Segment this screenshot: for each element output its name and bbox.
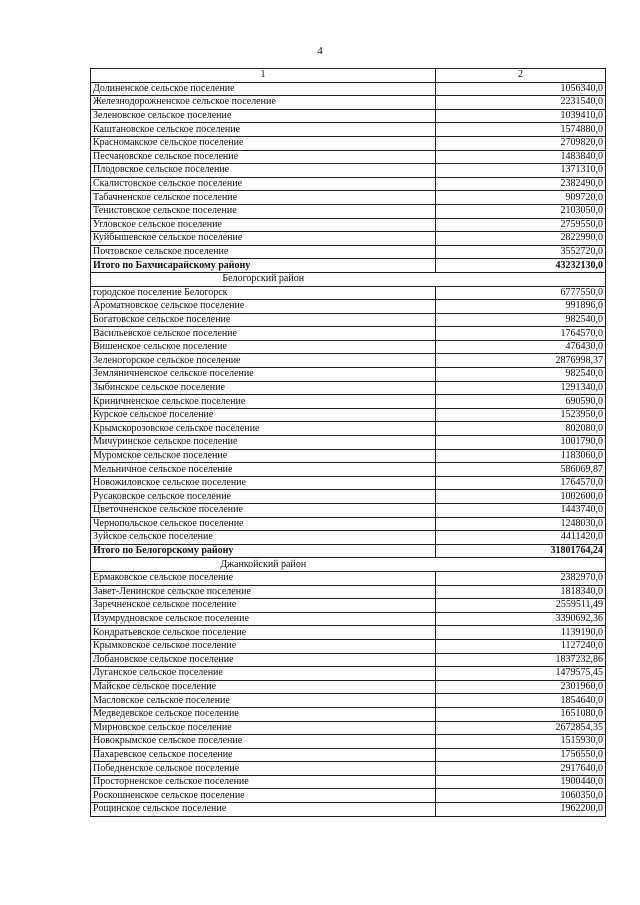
table-row [91,354,606,368]
settlement-name: Изумрудновское сельское поселение [91,612,436,626]
district-empty-cell [436,272,606,286]
district-header-row [91,272,606,286]
amount-value: 1002600,0 [436,490,606,504]
table-row [91,599,606,613]
settlement-name: Зеленогорское сельское поселение [91,354,436,368]
table-row [91,150,606,164]
amount-value: 1764570,0 [436,327,606,341]
settlement-name: Рощинское сельское поселение [91,803,436,817]
table-row [91,313,606,327]
table-row [91,449,606,463]
table-row [91,517,606,531]
amount-value: 1962200,0 [436,803,606,817]
amount-value: 1764570,0 [436,476,606,490]
settlement-name: Муромское сельское поселение [91,449,436,463]
settlement-name: Пахаревское сельское поселение [91,748,436,762]
amount-value: 1443740,0 [436,504,606,518]
settlement-name: Зеленовское сельское поселение [91,109,436,123]
amount-value: 1523950,0 [436,408,606,422]
table-row [91,340,606,354]
amount-value: 3390692,36 [436,612,606,626]
table-row [91,395,606,409]
amount-value: 1371310,0 [436,164,606,178]
amount-value: 991896,0 [436,300,606,314]
settlement-name: Медведевское сельское поселение [91,707,436,721]
district-name: Белогорский район [91,272,436,286]
settlement-name: Мичуринское сельское поселение [91,436,436,450]
table-row [91,286,606,300]
amount-value: 3552720,0 [436,245,606,259]
table-row [91,748,606,762]
settlement-name: Победненское сельское поселение [91,762,436,776]
amount-value: 1515930,0 [436,735,606,749]
settlement-name: Каштановское сельское поселение [91,123,436,137]
settlement-name: Итого по Белогорскому району [91,544,436,558]
settlement-name: Долиненское сельское поселение [91,82,436,96]
table-row [91,735,606,749]
table-row [91,422,606,436]
amount-value: 1651080,0 [436,707,606,721]
amount-value: 2382490,0 [436,177,606,191]
settlement-name: Куйбышевское сельское поселение [91,232,436,246]
table-row [91,476,606,490]
header-col-1: 1 [91,69,436,83]
table-row [91,694,606,708]
settlement-name: Крымскорозовское сельское поселение [91,422,436,436]
table-row [91,775,606,789]
table-row [91,164,606,178]
table-row [91,368,606,382]
amount-value: 1183060,0 [436,449,606,463]
table-row [91,585,606,599]
amount-value: 43232130,0 [436,259,606,273]
table-row [91,762,606,776]
table-row [91,626,606,640]
table-header-row [91,69,606,83]
settlement-name: Земляничненское сельское поселение [91,368,436,382]
settlement-name: Богатовское сельское поселение [91,313,436,327]
district-name: Джанкойский район [91,558,436,572]
amount-value: 2876998,37 [436,354,606,368]
district-empty-cell [436,558,606,572]
amount-value: 1291340,0 [436,381,606,395]
settlement-name: Плодовское сельское поселение [91,164,436,178]
table-body [91,69,606,817]
settlement-name: Итого по Бахчисарайскому району [91,259,436,273]
table-row [91,191,606,205]
settlement-name: Васильевское сельское поселение [91,327,436,341]
settlement-name: Железнодорожненское сельское поселение [91,96,436,110]
amount-value: 982540,0 [436,313,606,327]
settlement-name: Заречненское сельское поселение [91,599,436,613]
settlement-name: Мельничное сельское поселение [91,463,436,477]
amount-value: 982540,0 [436,368,606,382]
amount-value: 690590,0 [436,395,606,409]
settlement-name: городское поселение Белогорск [91,286,436,300]
amount-value: 1248030,0 [436,517,606,531]
settlement-name: Крымковское сельское поселение [91,639,436,653]
settlement-name: Криничненское сельское поселение [91,395,436,409]
amount-value: 2759550,0 [436,218,606,232]
amount-value: 1060350,0 [436,789,606,803]
settlement-name: Ароматновское сельское поселение [91,300,436,314]
amount-value: 1574880,0 [436,123,606,137]
amount-value: 1854640,0 [436,694,606,708]
amount-value: 2709820,0 [436,136,606,150]
table-row [91,96,606,110]
settlement-name: Масловское сельское поселение [91,694,436,708]
settlement-name: Просторненское сельское поселение [91,775,436,789]
amount-value: 1818340,0 [436,585,606,599]
settlement-name: Луганское сельское поселение [91,667,436,681]
amount-value: 1139190,0 [436,626,606,640]
settlement-name: Угловское сельское поселение [91,218,436,232]
amount-value: 1837232,86 [436,653,606,667]
amount-value: 909720,0 [436,191,606,205]
settlement-name: Табачненское сельское поселение [91,191,436,205]
table-row [91,300,606,314]
settlement-name: Курское сельское поселение [91,408,436,422]
settlement-name: Майское сельское поселение [91,680,436,694]
amount-value: 31801764,24 [436,544,606,558]
amount-value: 6777550,0 [436,286,606,300]
amount-value: 476430,0 [436,340,606,354]
table-row [91,327,606,341]
amount-value: 1479575,45 [436,667,606,681]
table-row [91,245,606,259]
settlement-name: Завет-Ленинское сельское поселение [91,585,436,599]
amount-value: 2301960,0 [436,680,606,694]
page-number: 4 [317,45,323,57]
table-row [91,463,606,477]
settlement-name: Лобановское сельское поселение [91,653,436,667]
table-row [91,232,606,246]
table-row [91,504,606,518]
table-row [91,667,606,681]
settlement-name: Цветочненское сельское поселение [91,504,436,518]
table-row [91,680,606,694]
settlement-name: Русаковское сельское поселение [91,490,436,504]
table-row [91,136,606,150]
settlement-name: Роскошненское сельское поселение [91,789,436,803]
table-row [91,789,606,803]
header-col-2: 2 [436,69,606,83]
amount-value: 1056340,0 [436,82,606,96]
amount-value: 2231540,0 [436,96,606,110]
settlement-name: Ермаковское сельское поселение [91,571,436,585]
amount-value: 4411420,0 [436,531,606,545]
table-row [91,531,606,545]
amount-value: 2559511,49 [436,599,606,613]
settlement-name: Скалистовское сельское поселение [91,177,436,191]
amount-value: 1127240,0 [436,639,606,653]
table-row [91,612,606,626]
table-row [91,381,606,395]
amount-value: 1483840,0 [436,150,606,164]
table-row [91,123,606,137]
settlement-name: Вишенское сельское поселение [91,340,436,354]
table-row [91,653,606,667]
amount-value: 1001790,0 [436,436,606,450]
settlement-name: Зуйское сельское поселение [91,531,436,545]
table-row [91,109,606,123]
amount-value: 1039410,0 [436,109,606,123]
table-row [91,436,606,450]
settlement-name: Кондратьевское сельское поселение [91,626,436,640]
total-row [91,544,606,558]
amount-value: 2917640,0 [436,762,606,776]
table-row [91,177,606,191]
amount-value: 2382970,0 [436,571,606,585]
amount-value: 2672854,35 [436,721,606,735]
amount-value: 1900440,0 [436,775,606,789]
settlement-name: Песчановское сельское поселение [91,150,436,164]
table-row [91,490,606,504]
settlement-name: Новожиловское сельское поселение [91,476,436,490]
table-row [91,803,606,817]
settlement-name: Мирновское сельское поселение [91,721,436,735]
settlement-name: Красномакское сельское поселение [91,136,436,150]
table-row [91,204,606,218]
amount-value: 1756550,0 [436,748,606,762]
table-row [91,408,606,422]
budget-table [90,68,606,817]
table-row [91,82,606,96]
amount-value: 586069,87 [436,463,606,477]
table-row [91,707,606,721]
amount-value: 802080,0 [436,422,606,436]
table-row [91,571,606,585]
settlement-name: Почтовское сельское поселение [91,245,436,259]
district-header-row [91,558,606,572]
amount-value: 2822990,0 [436,232,606,246]
settlement-name: Тенистовское сельское поселение [91,204,436,218]
table-row [91,218,606,232]
table-row [91,639,606,653]
settlement-name: Чернопольское сельское поселение [91,517,436,531]
settlement-name: Зыбинское сельское поселение [91,381,436,395]
total-row [91,259,606,273]
settlement-name: Новокрымское сельское поселение [91,735,436,749]
table-row [91,721,606,735]
amount-value: 2103050,0 [436,204,606,218]
